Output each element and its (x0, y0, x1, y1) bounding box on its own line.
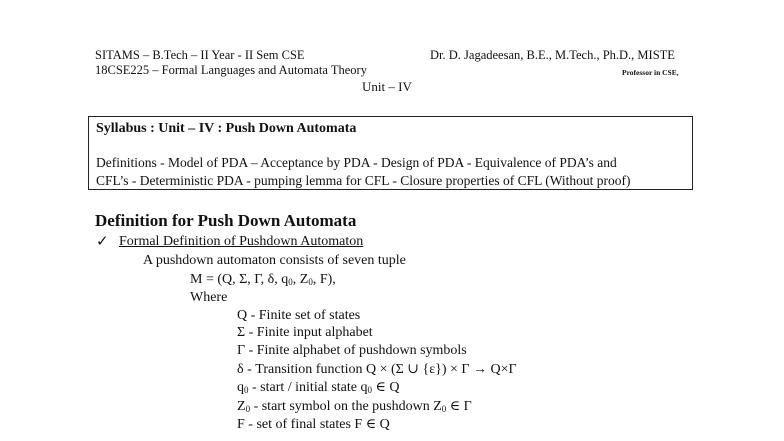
course-code: 18CSE225 – Formal Languages and Automata Theory (95, 63, 367, 77)
def-start-state-sub1: 0 (244, 385, 249, 395)
tuple-prefix: M = (Q, Σ, Γ, δ, q (190, 272, 289, 287)
def-start-state-sub2: 0 (367, 385, 372, 395)
def-start-symbol-text: - start symbol on the pushdown Z (250, 399, 442, 414)
tuple-q-sub: 0 (288, 277, 293, 287)
intro-text: A pushdown automaton consists of seven tuple (143, 253, 406, 268)
def-transition: δ - Transition function Q × (Σ ∪ {ε}) × Γ → Q×Γ (237, 362, 517, 377)
unit-label: Unit – IV (362, 79, 412, 94)
def-start-symbol-sub1: 0 (245, 404, 251, 414)
author-title: Professor in CSE, (622, 68, 679, 77)
check-icon: ✓ (96, 234, 109, 250)
tuple-mid: , Z (292, 272, 309, 287)
course-header: SITAMS – B.Tech – II Year - II Sem CSE (95, 48, 305, 62)
def-start-symbol-z: Z (237, 399, 246, 414)
section-title: Definition for Push Down Automata (95, 211, 357, 230)
syllabus-line-1: Definitions - Model of PDA – Acceptance by PDA - Design of PDA - Equivalence of PDA’s and (96, 155, 617, 170)
def-start-symbol (237, 398, 472, 415)
def-start-symbol-sub2: 0 (441, 404, 447, 414)
def-start-symbol-member: ∈ Γ (446, 399, 472, 414)
def-stack-alphabet: Γ - Finite alphabet of pushdown symbols (237, 343, 467, 358)
def-start-state-member: ∈ Q (371, 380, 400, 395)
def-final-states: F - set of final states F ∈ Q (237, 417, 390, 432)
tuple-suffix: , F), (312, 272, 336, 287)
where-label: Where (190, 290, 228, 305)
tuple-z-sub: 0 (308, 277, 313, 287)
def-start-state (237, 379, 399, 396)
author-name: Dr. D. Jagadeesan, B.E., M.Tech., Ph.D., MISTE (430, 48, 675, 62)
def-start-state-q: q (237, 380, 244, 395)
subheading: Formal Definition of Pushdown Automaton (119, 234, 364, 249)
def-states: Q - Finite set of states (237, 308, 361, 323)
syllabus-line-2: CFL’s - Deterministic PDA - pumping lemma for CFL - Closure properties of CFL (Without proof) (96, 173, 631, 188)
tuple-definition (190, 272, 336, 288)
def-input-alphabet: Σ - Finite input alphabet (237, 325, 373, 340)
def-start-state-text: - start / initial state q (248, 380, 368, 395)
syllabus-title: Syllabus : Unit – IV : Push Down Automata (96, 121, 357, 136)
